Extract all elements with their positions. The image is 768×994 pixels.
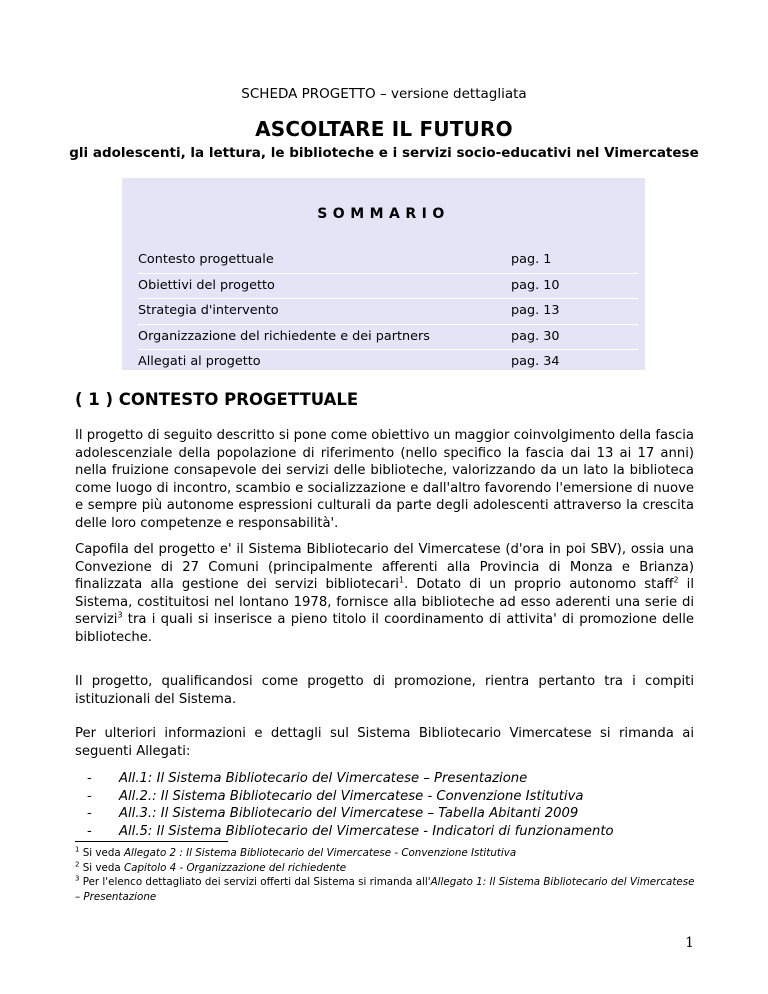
toc-item-label: Obiettivi del progetto bbox=[138, 277, 275, 293]
table-of-contents bbox=[122, 178, 645, 370]
footnote-number: 3 bbox=[75, 874, 80, 883]
toc-row bbox=[138, 273, 638, 299]
section-heading: ( 1 ) CONTESTO PROGETTUALE bbox=[75, 390, 359, 409]
toc-row bbox=[138, 298, 638, 324]
paragraph-text: Per ulteriori informazioni e dettagli sul Sistema Bibliotecario Vimercatese si rimanda ai seguenti Allegati: bbox=[75, 726, 694, 759]
list-item-text: All.1: Il Sistema Bibliotecario del Vimercatese – Presentazione bbox=[119, 771, 528, 786]
footnote-reference: Allegato 2 : Il Sistema Bibliotecario del Vimercatese - Convenzione Istitutiva bbox=[123, 847, 517, 859]
toc-item-label: Allegati al progetto bbox=[138, 354, 261, 369]
paragraph bbox=[75, 673, 694, 708]
footnote bbox=[75, 875, 695, 904]
toc-item-page: pag. 1 bbox=[511, 252, 552, 267]
footnote-ref[interactable]: 3 bbox=[117, 610, 123, 620]
list-bullet: - bbox=[87, 823, 92, 839]
footnote-prefix: Per l'elenco dettagliato dei servizi offerti dal Sistema si rimanda all' bbox=[82, 876, 431, 888]
toc-list bbox=[138, 248, 638, 375]
toc-item-page: pag. 34 bbox=[511, 354, 560, 369]
list-item-text: All.5: Il Sistema Bibliotecario del Vimercatese - Indicatori di funzionamento bbox=[119, 823, 614, 839]
list-item-text: All.2.: Il Sistema Bibliotecario del Vimercatese - Convenzione Istitutiva bbox=[119, 788, 584, 804]
footnote-separator bbox=[75, 841, 228, 842]
toc-heading: SOMMARIO bbox=[317, 206, 450, 222]
paragraph-text-part: Capofila del progetto e' il Sistema Bibliotecario del Vimercatese (d'ora in poi SBV), ossia una Convezione di 27 Comuni (principalmente afferenti alla Provincia di Monza e Brianza) finalizzata alla gestione dei servizi bibliotecari bbox=[75, 542, 694, 592]
list-item-text: All.3.: Il Sistema Bibliotecario del Vimercatese – Tabella Abitanti 2009 bbox=[119, 806, 579, 821]
toc-row bbox=[138, 248, 638, 273]
paragraph bbox=[75, 725, 694, 760]
paragraph bbox=[75, 541, 694, 646]
toc-item-page: pag. 13 bbox=[511, 303, 560, 318]
paragraph-text bbox=[75, 541, 694, 646]
toc-row bbox=[138, 324, 638, 350]
toc-item-label: Contesto progettuale bbox=[138, 252, 274, 267]
paragraph-text: Il progetto di seguito descritto si pone come obiettivo un maggior coinvolgimento della fascia adolescenziale della popolazione di riferimento (nello specifico la fascia dai 13 ai 17 anni) nella fruizione consapevole dei servizi delle biblioteche, valorizzando da un lato la biblioteca come luogo di incontro, scambio e socializzazione e dall'altro favorendo l'emersione di nuove e sempre più autonome espressioni culturali da parte degli adolescenti attraverso la crescita delle loro competenze e responsabilità'. bbox=[75, 428, 694, 531]
list-bullet: - bbox=[87, 771, 92, 786]
document-type-label: SCHEDA PROGETTO – versione dettagliata bbox=[241, 86, 527, 102]
paragraph-text-part: . Dotato di un proprio autonomo staff bbox=[404, 577, 674, 592]
footnote-ref[interactable]: 2 bbox=[673, 575, 679, 585]
footnote-prefix: Si veda bbox=[82, 861, 124, 874]
list-bullet: - bbox=[87, 806, 92, 821]
paragraph-text-part: il Sistema, costituitosi nel lontano 1978, fornisce alla biblioteche ad esso aderenti una serie di servizi bbox=[75, 577, 694, 627]
project-subtitle: gli adolescenti, la lettura, le biblioteche e i servizi socio-educativi nel Vimercatese bbox=[69, 145, 699, 161]
paragraph bbox=[75, 427, 694, 532]
footnote-number: 2 bbox=[75, 860, 80, 869]
toc-item-label: Strategia d'intervento bbox=[138, 303, 279, 318]
footnote-prefix: Si veda bbox=[82, 847, 124, 859]
list-item bbox=[87, 770, 687, 788]
footnote-reference: Capitolo 4 - Organizzazione del richiedente bbox=[123, 861, 347, 874]
list-item bbox=[87, 788, 687, 806]
paragraph-text-part: tra i quali si inserisce a pieno titolo il coordinamento di attivita' di promozione delle biblioteche. bbox=[75, 612, 694, 645]
toc-item-page: pag. 30 bbox=[511, 328, 560, 344]
footnotes bbox=[75, 846, 695, 904]
footnote bbox=[75, 861, 695, 876]
page-number: 1 bbox=[685, 935, 694, 951]
list-bullet: - bbox=[87, 788, 92, 804]
footnote-ref[interactable]: 1 bbox=[398, 575, 405, 585]
project-title: ASCOLTARE IL FUTURO bbox=[255, 117, 513, 141]
list-item bbox=[87, 805, 687, 823]
footnote-number: 1 bbox=[75, 845, 80, 854]
toc-item-label: Organizzazione del richiedente e dei partners bbox=[138, 328, 430, 344]
paragraph-text: Il progetto, qualificandosi come progetto di promozione, rientra pertanto tra i compiti istituzionali del Sistema. bbox=[75, 674, 694, 707]
footnote-reference: Allegato 1: Il Sistema Bibliotecario del Vimercatese – Presentazione bbox=[75, 876, 695, 903]
list-item bbox=[87, 823, 687, 841]
toc-item-page: pag. 10 bbox=[511, 277, 560, 293]
toc-row bbox=[138, 349, 638, 375]
footnote bbox=[75, 846, 695, 861]
attachments-list bbox=[87, 770, 687, 840]
